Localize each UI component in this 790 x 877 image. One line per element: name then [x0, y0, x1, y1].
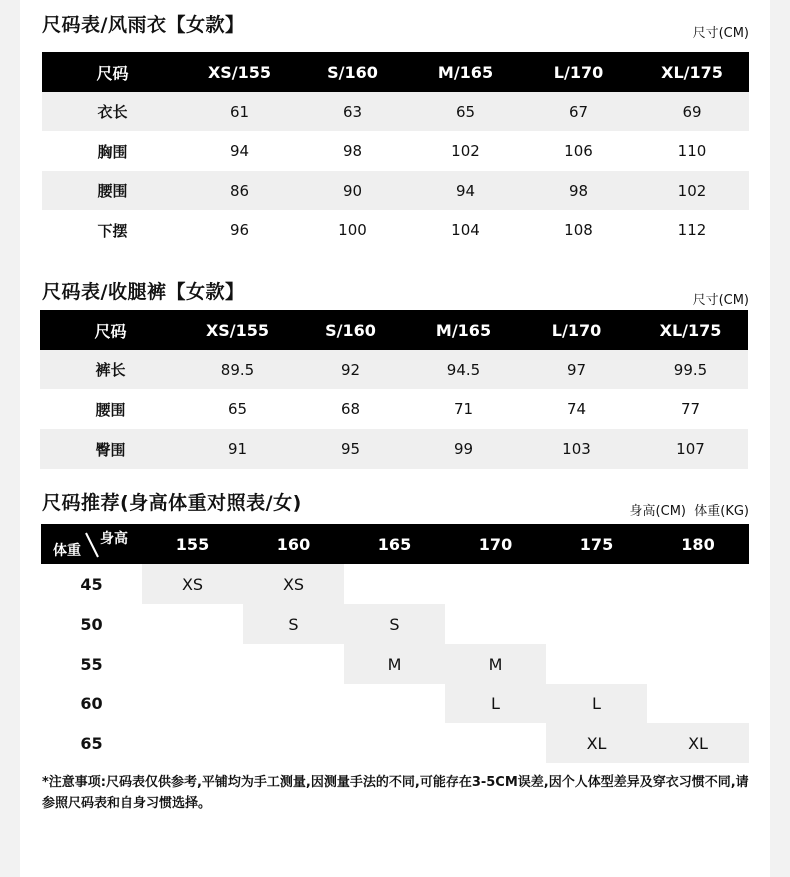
size-cell: L — [445, 684, 546, 723]
table-row — [41, 723, 749, 763]
size-cell — [142, 644, 243, 684]
header-cell: XL/175 — [635, 52, 749, 92]
size-cell: XS — [142, 564, 243, 604]
recommend-unit: 身高(CM) 体重(KG) — [629, 504, 749, 519]
table-cell: 92 — [294, 350, 407, 389]
table-cell: 94 — [409, 171, 522, 210]
header-cell: L/170 — [522, 52, 635, 92]
table-cell: 104 — [451, 221, 480, 239]
size-cell — [243, 644, 344, 684]
table-cell: 86 — [183, 171, 296, 210]
table-row — [42, 92, 749, 131]
table-cell: 90 — [296, 171, 409, 210]
size-cell — [546, 604, 647, 644]
table-cell: 107 — [633, 429, 748, 469]
jacket-title: 尺码表/风雨衣【女款】 — [42, 14, 245, 36]
table-cell: 65 — [409, 92, 522, 131]
header-cell: L/170 — [520, 310, 633, 350]
size-cell — [344, 723, 445, 763]
table-cell: 108 — [564, 221, 593, 239]
header-cell: XL/175 — [633, 310, 748, 350]
table-cell: 94.5 — [407, 350, 520, 389]
size-cell — [344, 564, 445, 604]
jacket-size-table — [42, 52, 749, 250]
jacket-section-header — [42, 10, 749, 40]
row-label: 腰围 — [42, 171, 183, 210]
corner-weight-label: 体重 — [53, 543, 81, 559]
table-cell: 99.5 — [633, 350, 748, 389]
row-label: 胸围 — [97, 142, 128, 161]
corner-cell — [41, 524, 142, 564]
table-cell: 99 — [407, 429, 520, 469]
table-cell: 98 — [522, 171, 635, 210]
table-cell: 71 — [453, 400, 474, 418]
table-row — [40, 389, 748, 429]
header-cell: M/165 — [409, 52, 522, 92]
diagonal-divider-icon — [85, 532, 99, 558]
table-cell: 63 — [296, 92, 409, 131]
table-cell: 97 — [520, 350, 633, 389]
table-cell: 112 — [677, 221, 707, 239]
table-cell: 102 — [635, 171, 749, 210]
table-cell: 106 — [564, 142, 593, 160]
table-row — [42, 171, 749, 210]
size-cell: L — [546, 684, 647, 723]
table-cell: 89.5 — [181, 350, 294, 389]
header-cell: XS/155 — [183, 52, 296, 92]
table-cell: 74 — [566, 400, 587, 418]
pants-header-row — [40, 310, 748, 350]
corner-height-label: 身高 — [100, 531, 128, 547]
recommend-title: 尺码推荐(身高体重对照表/女) — [42, 492, 302, 514]
size-note: *注意事项:尺码表仅供参考,平铺均为手工测量,因测量手法的不同,可能存在3-5CM误差,因个人体型差异及穿衣习惯不同,请参照尺码表和自身习惯选择。 — [42, 775, 749, 811]
height-header-cell: 155 — [142, 524, 243, 564]
table-cell: 110 — [677, 142, 707, 160]
table-cell: 96 — [229, 221, 250, 239]
height-header-cell: 170 — [445, 524, 546, 564]
size-cell: M — [445, 644, 546, 684]
size-cell — [142, 684, 243, 723]
table-cell: 61 — [183, 92, 296, 131]
jacket-header-row — [42, 52, 749, 92]
header-cell: M/165 — [407, 310, 520, 350]
row-label: 臀围 — [40, 429, 181, 469]
size-cell — [142, 723, 243, 763]
size-cell: XS — [243, 564, 344, 604]
size-cell: S — [344, 604, 445, 644]
table-row — [41, 564, 749, 604]
size-cell — [647, 684, 749, 723]
header-cell: S/160 — [296, 52, 409, 92]
table-cell: 102 — [451, 142, 480, 160]
pants-unit: 尺寸(CM) — [692, 293, 749, 308]
table-cell: 67 — [522, 92, 635, 131]
weight-label: 55 — [80, 654, 103, 674]
height-header-cell: 180 — [647, 524, 749, 564]
table-cell: 94 — [229, 142, 250, 160]
size-cell — [344, 684, 445, 723]
table-cell: 98 — [342, 142, 363, 160]
recommend-header-row — [41, 524, 749, 564]
header-cell: XS/155 — [181, 310, 294, 350]
row-label: 下摆 — [97, 221, 128, 240]
size-cell — [647, 604, 749, 644]
size-cell — [243, 723, 344, 763]
table-cell: 77 — [680, 400, 701, 418]
pants-title: 尺码表/收腿裤【女款】 — [42, 281, 245, 303]
table-row — [42, 210, 749, 250]
weight-label: 45 — [80, 574, 103, 594]
size-cell — [546, 564, 647, 604]
size-cell — [647, 644, 749, 684]
table-cell: 68 — [340, 400, 361, 418]
size-cell — [445, 723, 546, 763]
recommend-table — [41, 524, 749, 763]
table-cell: 65 — [227, 400, 248, 418]
pants-size-table — [40, 310, 748, 469]
size-cell — [445, 564, 546, 604]
header-cell: 尺码 — [42, 52, 183, 92]
size-cell — [647, 564, 749, 604]
table-row — [41, 604, 749, 644]
table-row — [41, 644, 749, 684]
height-header-cell: 175 — [546, 524, 647, 564]
table-cell: 103 — [520, 429, 633, 469]
header-cell: 尺码 — [40, 310, 181, 350]
jacket-unit: 尺寸(CM) — [692, 26, 749, 41]
height-header-cell: 160 — [243, 524, 344, 564]
size-chart-page — [20, 0, 770, 877]
weight-label: 50 — [80, 614, 103, 634]
size-cell: XL — [647, 723, 749, 763]
table-cell: 69 — [635, 92, 749, 131]
size-cell: M — [344, 644, 445, 684]
table-row — [41, 684, 749, 723]
table-row — [40, 429, 748, 469]
recommend-section-header — [42, 488, 749, 518]
size-cell — [445, 604, 546, 644]
size-cell — [243, 684, 344, 723]
size-cell — [142, 604, 243, 644]
size-cell: S — [243, 604, 344, 644]
row-label: 腰围 — [95, 400, 126, 419]
pants-section-header — [42, 277, 749, 307]
row-label: 衣长 — [42, 92, 183, 131]
weight-label: 65 — [80, 733, 103, 753]
table-cell: 91 — [181, 429, 294, 469]
table-row — [42, 131, 749, 171]
row-label: 裤长 — [40, 350, 181, 389]
header-cell: S/160 — [294, 310, 407, 350]
weight-label: 60 — [80, 694, 103, 713]
table-cell: 95 — [294, 429, 407, 469]
size-cell — [546, 644, 647, 684]
height-header-cell: 165 — [344, 524, 445, 564]
size-cell: XL — [546, 723, 647, 763]
table-cell: 100 — [338, 221, 367, 239]
table-row — [40, 350, 748, 389]
